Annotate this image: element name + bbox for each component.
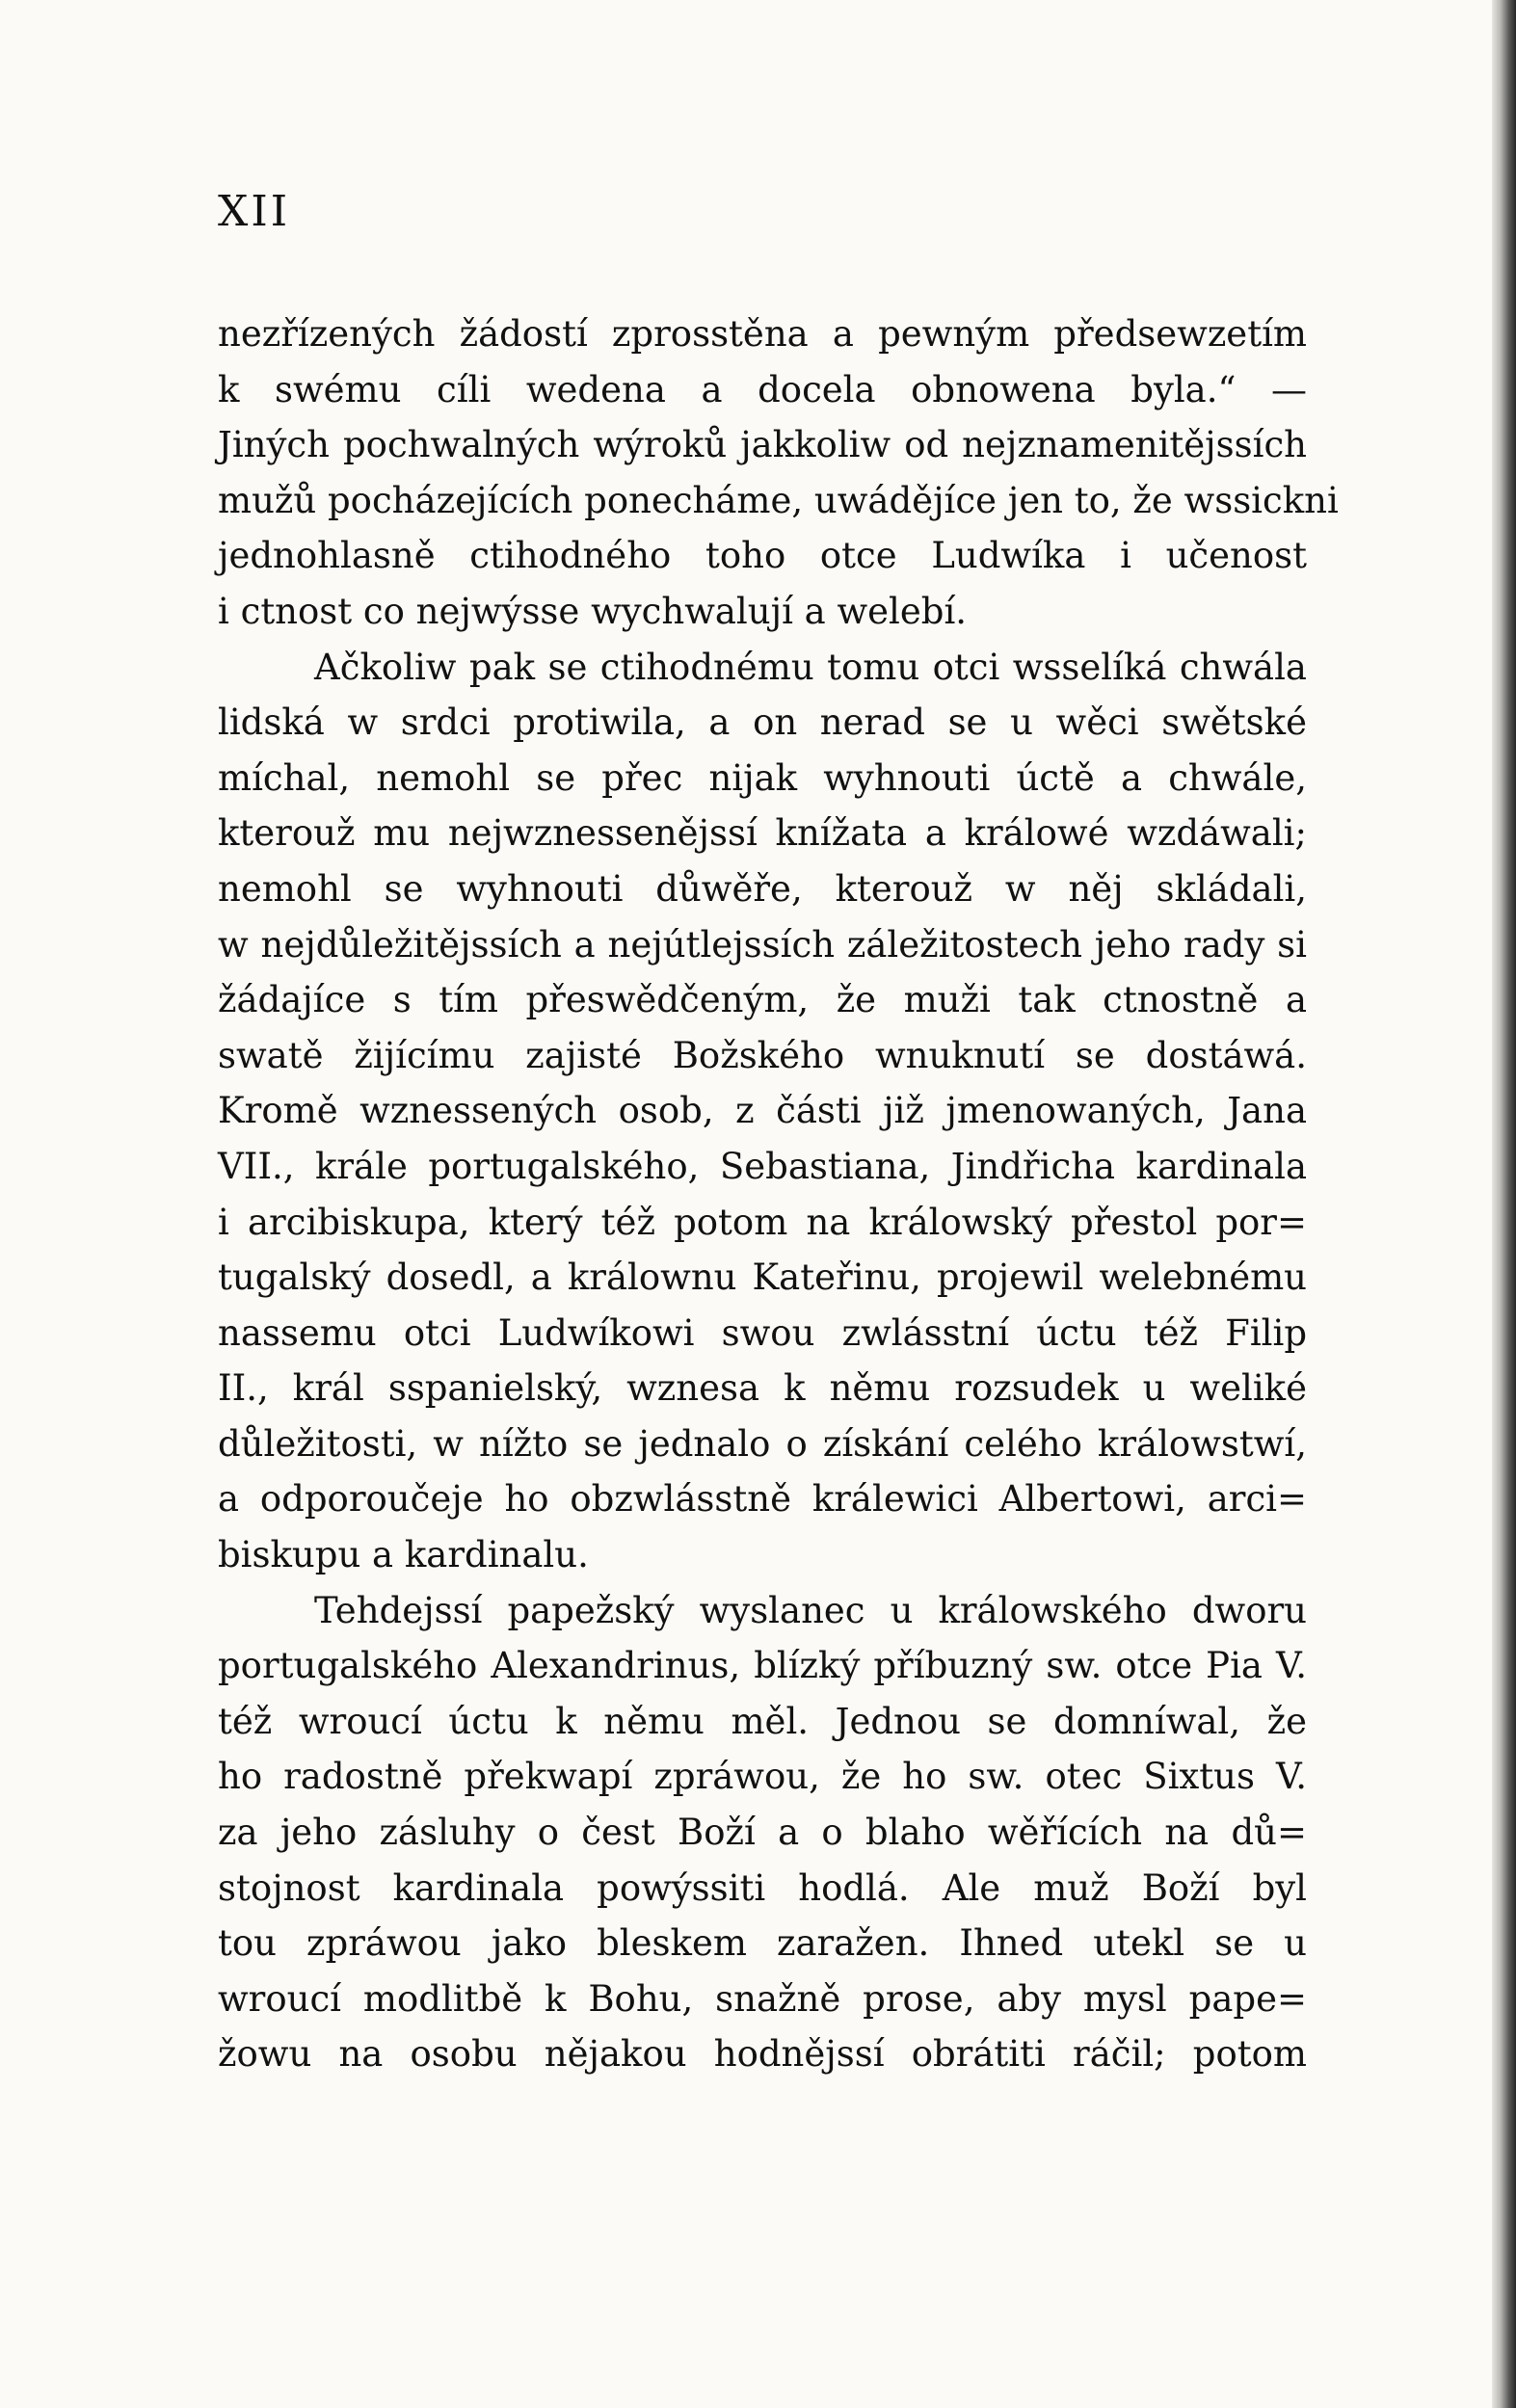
text-line: a odporoučeje ho obzwlásstně králewici Albertowi, arci= <box>218 1478 1307 1521</box>
text-line: k swému cíli wedena a docela obnowena byla.“ — <box>218 368 1307 410</box>
text-line: stojnost kardinala powýssiti hodlá. Ale muž Boží byl <box>218 1866 1307 1909</box>
text-line: portugalského Alexandrinus, blízký příbuzný sw. otce Pia V. <box>218 1645 1307 1687</box>
text-line: biskupu a kardinalu. <box>218 1534 589 1576</box>
text-line: nemohl se wyhnouti důwěře, kterouž w něj skládali, <box>218 867 1307 910</box>
text-line: tugalský dosedl, a králownu Kateřinu, projewil welebnému <box>218 1257 1307 1299</box>
text-line: kterouž mu nejwznessenějssí knížata a králowé wzdáwali; <box>218 812 1307 855</box>
body-text <box>218 306 1339 2082</box>
text-line: lidská w srdci protiwila, a on nerad se u wěci swětské <box>218 701 1307 744</box>
text-line: wroucí modlitbě k Bohu, snažně prose, aby mysl pape= <box>218 1977 1307 2020</box>
text-line: swatě žijícímu zajisté Božského wnuknutí se dostáwá. <box>218 1034 1307 1076</box>
text-line: nassemu otci Ludwíkowi swou zwlásstní úctu též Filip <box>218 1311 1307 1354</box>
text-line: též wroucí úctu k němu měl. Jednou se domníwal, že <box>218 1700 1307 1742</box>
text-line: Kromě wznessených osob, z části již jmenowaných, Jana <box>218 1090 1307 1132</box>
text-line: mužů pocházejících ponecháme, uwádějíce jen to, že wssickni <box>218 479 1339 521</box>
text-line: Jiných pochwalných wýroků jakkoliw od nejznamenitějssích <box>218 424 1307 466</box>
text-line: za jeho zásluhy o čest Boží a o blaho wěřících na dů= <box>218 1812 1307 1854</box>
paragraph-start-line: Ačkoliw pak se ctihodnému tomu otci wsselíká chwála <box>314 646 1307 688</box>
text-line: VII., krále portugalského, Sebastiana, Jindřicha kardinala <box>218 1145 1307 1187</box>
text-line: důležitosti, w nížto se jednalo o získání celého králowstwí, <box>218 1422 1307 1465</box>
text-line: tou zpráwou jako bleskem zaražen. Ihned utekl se u <box>218 1922 1307 1965</box>
text-line: jednohlasně ctihodného toho otce Ludwíka i učenost <box>218 535 1307 577</box>
text-line: ho radostně překwapí zpráwou, že ho sw. otec Sixtus V. <box>218 1756 1307 1798</box>
text-line: žádajíce s tím přeswědčeným, že muži tak ctnostně a <box>218 979 1307 1021</box>
page-number: XII <box>218 187 291 236</box>
text-line: míchal, nemohl se přec nijak wyhnouti úctě a chwále, <box>218 756 1307 799</box>
text-line: II., král sspanielský, wznesa k němu rozsudek u weliké <box>218 1367 1307 1410</box>
paragraph-start-line: Tehdejssí papežský wyslanec u králowského dworu <box>314 1589 1307 1631</box>
text-line: nezřízených žádostí zprosstěna a pewným předsewzetím <box>218 313 1307 355</box>
page-edge-shadow <box>1492 0 1516 2408</box>
text-line: w nejdůležitějssích a nejútlejssích záležitostech jeho rady si <box>218 923 1307 966</box>
text-line: žowu na osobu nějakou hodnějssí obrátiti ráčil; potom <box>218 2033 1307 2076</box>
text-line: i arcibiskupa, který též potom na králowský přestol por= <box>218 1201 1307 1243</box>
text-line: i ctnost co nejwýsse wychwalují a welebí. <box>218 590 968 632</box>
